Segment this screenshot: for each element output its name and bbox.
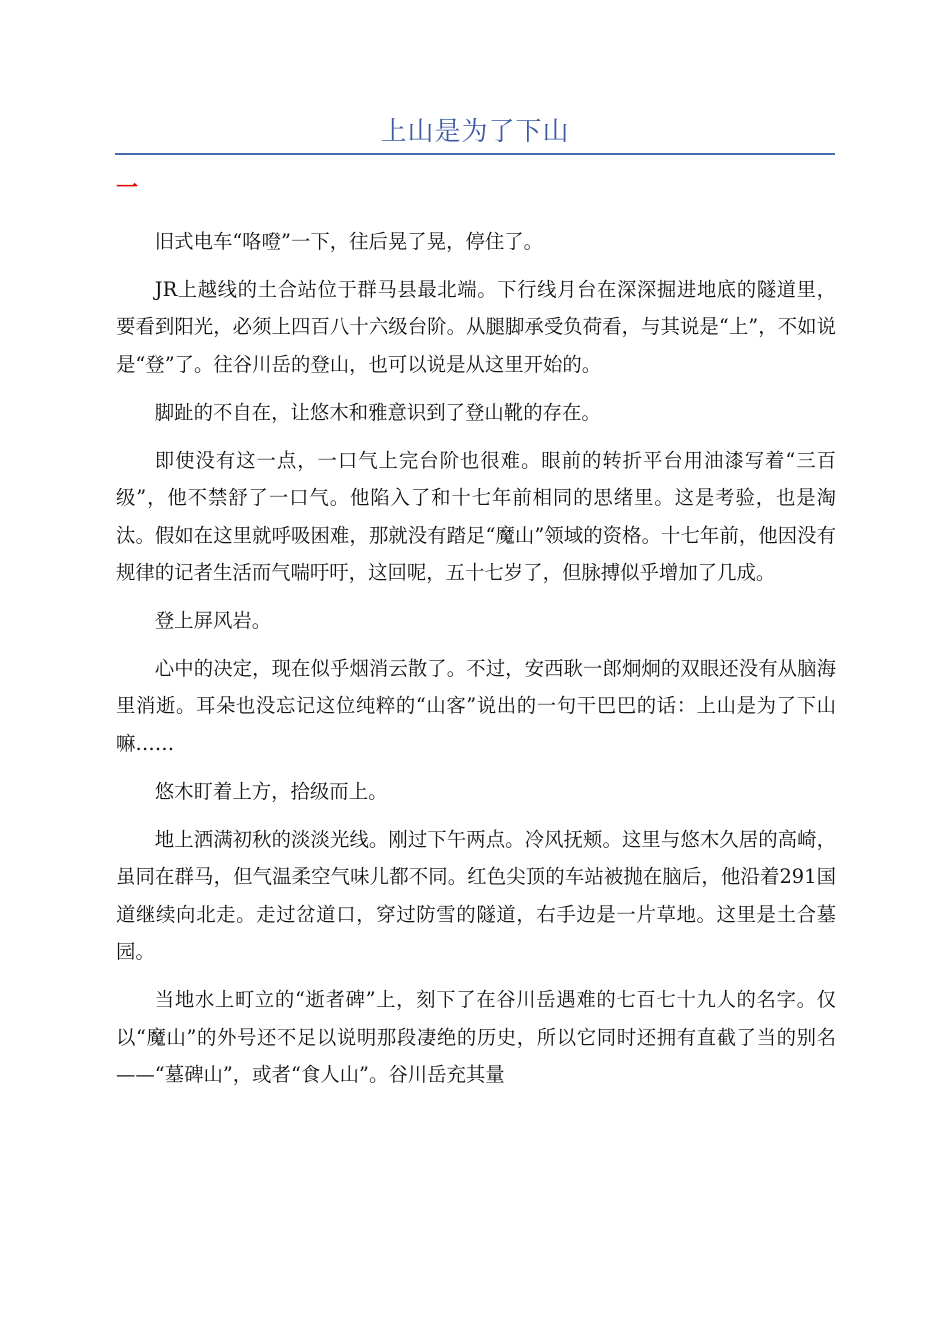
paragraph: 悠木盯着上方，拾级而上。 — [154, 779, 388, 803]
paragraph: 登上屏风岩。 — [154, 609, 272, 633]
body-text — [116, 223, 836, 1104]
paragraph: 心中的决定，现在似乎烟消云散了。不过，安西耿一郎炯炯的双眼还没有从脑海里消逝。耳朵也没忘记这位纯粹的“山客”说出的一句干巴巴的话：上山是为了下山嘛…… — [116, 656, 836, 756]
document-title: 上山是为了下山 — [380, 117, 570, 147]
paragraph: 脚趾的不自在，让悠木和雅意识到了登山靴的存在。 — [154, 400, 601, 424]
paragraph: 即使没有这一点，一口气上完台阶也很难。眼前的转折平台用油漆写着“三百级”，他不禁舒了一口气。他陷入了和十七年前相同的思绪里。这是考验，也是淘汰。假如在这里就呼吸困难，那就没有踏足“魔山”领域的资格。十七年前，他因没有规律的记者生活而气喘吁吁，这回呢，五十七岁了，但脉搏似乎增加了几成。 — [116, 448, 836, 585]
paragraph: 当地水上町立的“逝者碑”上，刻下了在谷川岳遇难的七百七十九人的名字。仅以“魔山”的外号还不足以说明那段凄绝的历史，所以它同时还拥有直截了当的别名——“墓碑山”，或者“食人山”。谷川岳充其量 — [116, 988, 836, 1087]
paragraph: 旧式电车“咯噔”一下，往后晃了晃，停住了。 — [154, 230, 544, 253]
chapter-number: 一 — [116, 176, 139, 201]
title-underline — [115, 153, 835, 155]
paragraph: JR上越线的土合站位于群马县最北端。下行线月台在深深掘进地底的隧道里，要看到阳光，必须上四百八十六级台阶。从腿脚承受负荷看，与其说是“上”，不如说是“登”了。往谷川岳的登山，也可以说是从这里开始的。 — [116, 277, 836, 376]
paragraph: 地上洒满初秋的淡淡光线。刚过下午两点。冷风抚颊。这里与悠木久居的高崎，虽同在群马，但气温柔空气味儿都不同。红色尖顶的车站被抛在脑后，他沿着291国道继续向北走。走过岔道口，穿过防雪的隧道，右手边是一片草地。这里是土合墓园。 — [116, 827, 836, 964]
